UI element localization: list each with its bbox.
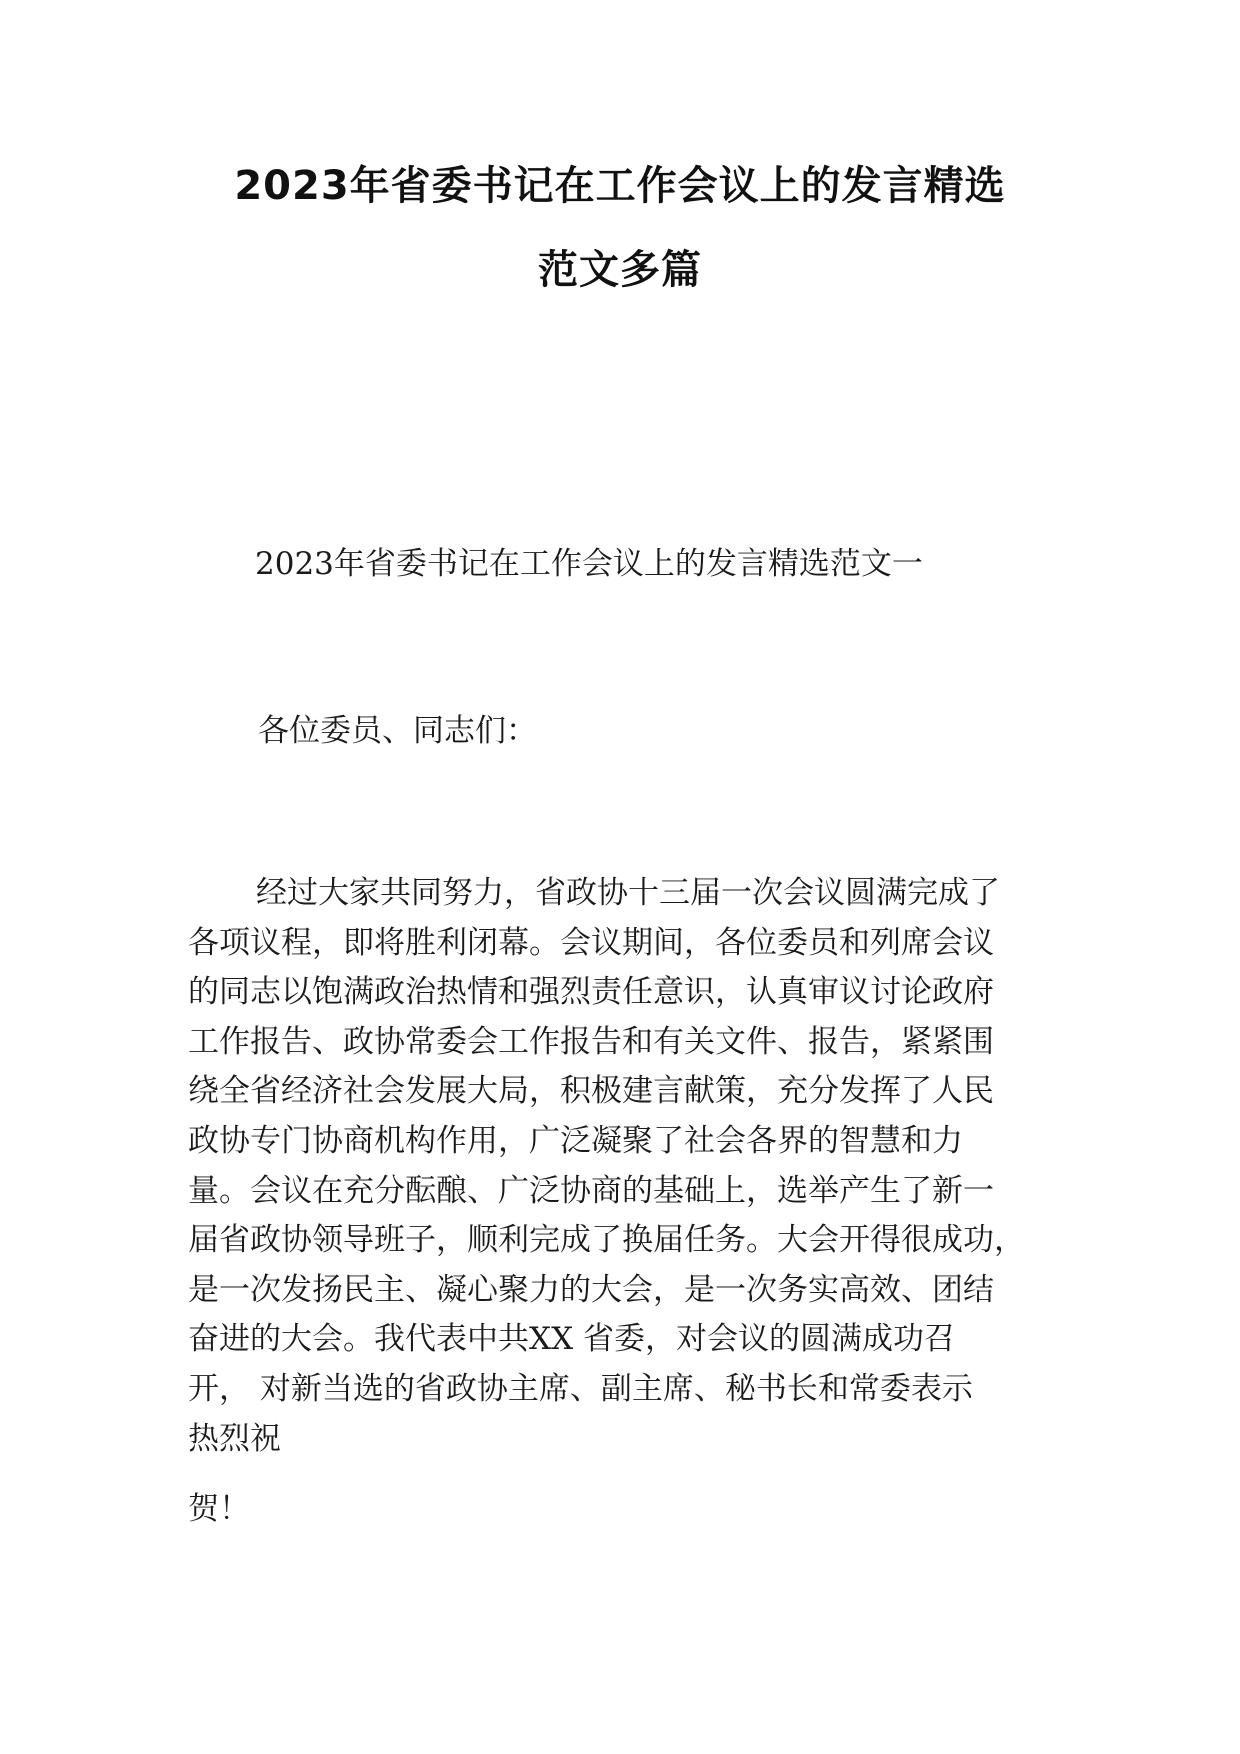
paragraph-line: 量。会议在充分酝酿、广泛协商的基础上，选举产生了新一 <box>188 1172 994 1209</box>
document-title-line-2: 范文多篇 <box>538 247 702 293</box>
paragraph-line: 绕全省经济社会发展大局，积极建言献策，充分发挥了人民 <box>188 1073 994 1110</box>
section-subtitle: 2023年省委书记在工作会议上的发言精选范文一 <box>255 546 923 582</box>
salutation: 各位委员、同志们： <box>258 713 537 749</box>
document-title-line-1: 2023年省委书记在工作会议上的发言精选 <box>234 163 1006 209</box>
paragraph-line: 各项议程，即将胜利闭幕。会议期间，各位委员和列席会议 <box>188 924 994 961</box>
paragraph-line: 是一次发扬民主、凝心聚力的大会，是一次务实高效、团结 <box>188 1271 994 1308</box>
paragraph-line: 工作报告、政协常委会工作报告和有关文件、报告，紧紧围 <box>188 1023 994 1060</box>
closing-text: 贺！ <box>188 1491 250 1527</box>
paragraph-line: 热烈祝 <box>188 1420 281 1457</box>
paragraph-line: 政协专门协商机构作用，广泛凝聚了社会各界的智慧和力 <box>188 1122 963 1159</box>
paragraph-line: 经过大家共同努力，省政协十三届一次会议圆满完成了 <box>256 875 1000 911</box>
paragraph-line: 开， 对新当选的省政协主席、副主席、秘书长和常委表示 <box>188 1370 973 1407</box>
paragraph-line: 届省政协领导班子，顺利完成了换届任务。大会开得很成功， <box>188 1222 1025 1259</box>
paragraph-line: 奋进的大会。我代表中共XX 省委，对会议的圆满成功召 <box>188 1321 955 1358</box>
body-paragraph <box>188 869 1025 1464</box>
paragraph-line: 的同志以饱满政治热情和强烈责任意识，认真审议讨论政府 <box>188 974 994 1011</box>
